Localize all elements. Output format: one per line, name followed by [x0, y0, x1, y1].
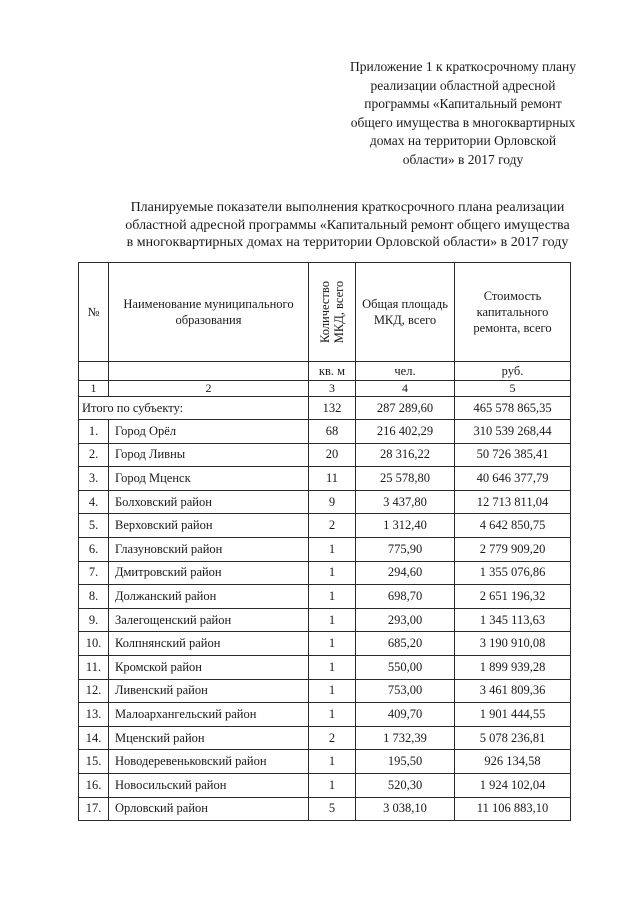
- table-row: [79, 750, 571, 774]
- row-count: 1: [309, 679, 356, 703]
- row-area: 753,00: [356, 679, 455, 703]
- table-row: [79, 420, 571, 444]
- title-line: Планируемые показатели выполнения краткосрочного плана реализации: [130, 200, 565, 215]
- row-area: 775,90: [356, 537, 455, 561]
- appendix-line: общего имущества в многоквартирных: [350, 114, 576, 130]
- col-number: 2: [109, 381, 309, 397]
- row-number: 3.: [79, 467, 109, 491]
- row-municipality: Новосильский район: [109, 773, 309, 797]
- row-cost: 5 078 236,81: [455, 726, 571, 750]
- row-area: 3 437,80: [356, 490, 455, 514]
- row-cost: 12 713 811,04: [455, 490, 571, 514]
- row-cost: 1 345 113,63: [455, 608, 571, 632]
- row-count: 11: [309, 467, 356, 491]
- col-number: 4: [356, 381, 455, 397]
- table-row: [79, 608, 571, 632]
- row-number: 7.: [79, 561, 109, 585]
- table-row: [79, 467, 571, 491]
- row-count: 5: [309, 797, 356, 821]
- row-cost: 310 539 268,44: [455, 420, 571, 444]
- document-title: [60, 199, 635, 252]
- row-cost: 1 901 444,55: [455, 703, 571, 727]
- row-municipality: Малоархангельский район: [109, 703, 309, 727]
- row-cost: 2 779 909,20: [455, 537, 571, 561]
- unit-cost: руб.: [455, 362, 571, 381]
- table-row: [79, 726, 571, 750]
- total-area: 287 289,60: [356, 397, 455, 420]
- row-cost: 3 461 809,36: [455, 679, 571, 703]
- row-area: 698,70: [356, 585, 455, 609]
- header-num: №: [79, 263, 109, 362]
- row-number: 6.: [79, 537, 109, 561]
- row-cost: 50 726 385,41: [455, 443, 571, 467]
- indicators-table: [78, 262, 571, 821]
- row-cost: 40 646 377,79: [455, 467, 571, 491]
- appendix-line: области» в 2017 году: [402, 151, 524, 167]
- row-municipality: Ливенский район: [109, 679, 309, 703]
- table-row: [79, 537, 571, 561]
- row-cost: 1 355 076,86: [455, 561, 571, 585]
- row-municipality: Дмитровский район: [109, 561, 309, 585]
- row-area: 195,50: [356, 750, 455, 774]
- row-count: 1: [309, 632, 356, 656]
- row-area: 28 316,22: [356, 443, 455, 467]
- table-row: [79, 443, 571, 467]
- row-municipality: Болховский район: [109, 490, 309, 514]
- header-area: Общая площадь МКД, всего: [356, 263, 455, 362]
- row-municipality: Город Мценск: [109, 467, 309, 491]
- row-area: 685,20: [356, 632, 455, 656]
- row-number: 15.: [79, 750, 109, 774]
- row-area: 409,70: [356, 703, 455, 727]
- row-number: 4.: [79, 490, 109, 514]
- row-count: 9: [309, 490, 356, 514]
- row-area: 25 578,80: [356, 467, 455, 491]
- total-label: Итого по субъекту:: [79, 397, 309, 420]
- row-count: 1: [309, 703, 356, 727]
- column-numbers-row: [79, 381, 571, 397]
- table-row: [79, 490, 571, 514]
- table-row: [79, 561, 571, 585]
- row-number: 8.: [79, 585, 109, 609]
- table-header-row: [79, 263, 571, 362]
- row-municipality: Глазуновский район: [109, 537, 309, 561]
- row-cost: 2 651 196,32: [455, 585, 571, 609]
- appendix-note: [318, 58, 608, 169]
- row-municipality: Верховский район: [109, 514, 309, 538]
- table-row: [79, 585, 571, 609]
- appendix-line: программы «Капитальный ремонт: [364, 96, 562, 111]
- row-number: 9.: [79, 608, 109, 632]
- row-municipality: Залегощенский район: [109, 608, 309, 632]
- title-line: областной адресной программы «Капитальный ремонт общего имущества: [125, 217, 570, 233]
- row-number: 16.: [79, 773, 109, 797]
- table-body: [79, 420, 571, 821]
- row-count: 20: [309, 443, 356, 467]
- row-count: 68: [309, 420, 356, 444]
- title-line: в многоквартирных домах на территории Орловской области» в 2017 году: [126, 235, 569, 250]
- units-row: [79, 362, 571, 381]
- units-empty: [79, 362, 109, 381]
- header-name: Наименование муниципального образования: [109, 263, 309, 362]
- row-number: 10.: [79, 632, 109, 656]
- row-municipality: Новодеревеньковский район: [109, 750, 309, 774]
- col-number: 5: [455, 381, 571, 397]
- row-municipality: Мценский район: [109, 726, 309, 750]
- row-number: 5.: [79, 514, 109, 538]
- row-municipality: Кромской район: [109, 655, 309, 679]
- row-area: 294,60: [356, 561, 455, 585]
- table-row: [79, 632, 571, 656]
- row-number: 11.: [79, 655, 109, 679]
- total-count: 132: [309, 397, 356, 420]
- row-count: 1: [309, 608, 356, 632]
- row-area: 520,30: [356, 773, 455, 797]
- row-area: 1 312,40: [356, 514, 455, 538]
- row-municipality: Колпнянский район: [109, 632, 309, 656]
- row-area: 550,00: [356, 655, 455, 679]
- table-row: [79, 703, 571, 727]
- table-row: [79, 797, 571, 821]
- row-cost: 3 190 910,08: [455, 632, 571, 656]
- row-count: 2: [309, 726, 356, 750]
- appendix-line: домах на территории Орловской: [369, 133, 557, 148]
- row-count: 1: [309, 773, 356, 797]
- row-count: 1: [309, 655, 356, 679]
- row-cost: 4 642 850,75: [455, 514, 571, 538]
- appendix-line: Приложение 1 к краткосрочному плану: [350, 59, 576, 74]
- row-cost: 1 924 102,04: [455, 773, 571, 797]
- row-count: 1: [309, 537, 356, 561]
- row-number: 14.: [79, 726, 109, 750]
- table-row: [79, 679, 571, 703]
- row-number: 17.: [79, 797, 109, 821]
- col-number: 1: [79, 381, 109, 397]
- unit-area: чел.: [356, 362, 455, 381]
- header-cost: Стоимость капитального ремонта, всего: [455, 263, 571, 362]
- row-count: 2: [309, 514, 356, 538]
- row-number: 2.: [79, 443, 109, 467]
- row-count: 1: [309, 750, 356, 774]
- unit-count: кв. м: [309, 362, 356, 381]
- row-count: 1: [309, 561, 356, 585]
- row-number: 1.: [79, 420, 109, 444]
- row-municipality: Город Ливны: [109, 443, 309, 467]
- row-area: 216 402,29: [356, 420, 455, 444]
- total-cost: 465 578 865,35: [455, 397, 571, 420]
- units-empty: [109, 362, 309, 381]
- table-row: [79, 773, 571, 797]
- header-count-cell: [309, 263, 356, 362]
- row-area: 293,00: [356, 608, 455, 632]
- row-cost: 926 134,58: [455, 750, 571, 774]
- row-municipality: Город Орёл: [109, 420, 309, 444]
- row-area: 1 732,39: [356, 726, 455, 750]
- row-municipality: Орловский район: [109, 797, 309, 821]
- col-number: 3: [309, 381, 356, 397]
- table-row: [79, 655, 571, 679]
- row-number: 13.: [79, 703, 109, 727]
- row-count: 1: [309, 585, 356, 609]
- appendix-line: реализации областной адресной: [370, 77, 556, 93]
- row-cost: 11 106 883,10: [455, 797, 571, 821]
- table-row: [79, 514, 571, 538]
- total-row: [79, 397, 571, 420]
- row-area: 3 038,10: [356, 797, 455, 821]
- header-count: Количество МКД, всего: [318, 280, 346, 344]
- row-cost: 1 899 939,28: [455, 655, 571, 679]
- row-number: 12.: [79, 679, 109, 703]
- row-municipality: Должанский район: [109, 585, 309, 609]
